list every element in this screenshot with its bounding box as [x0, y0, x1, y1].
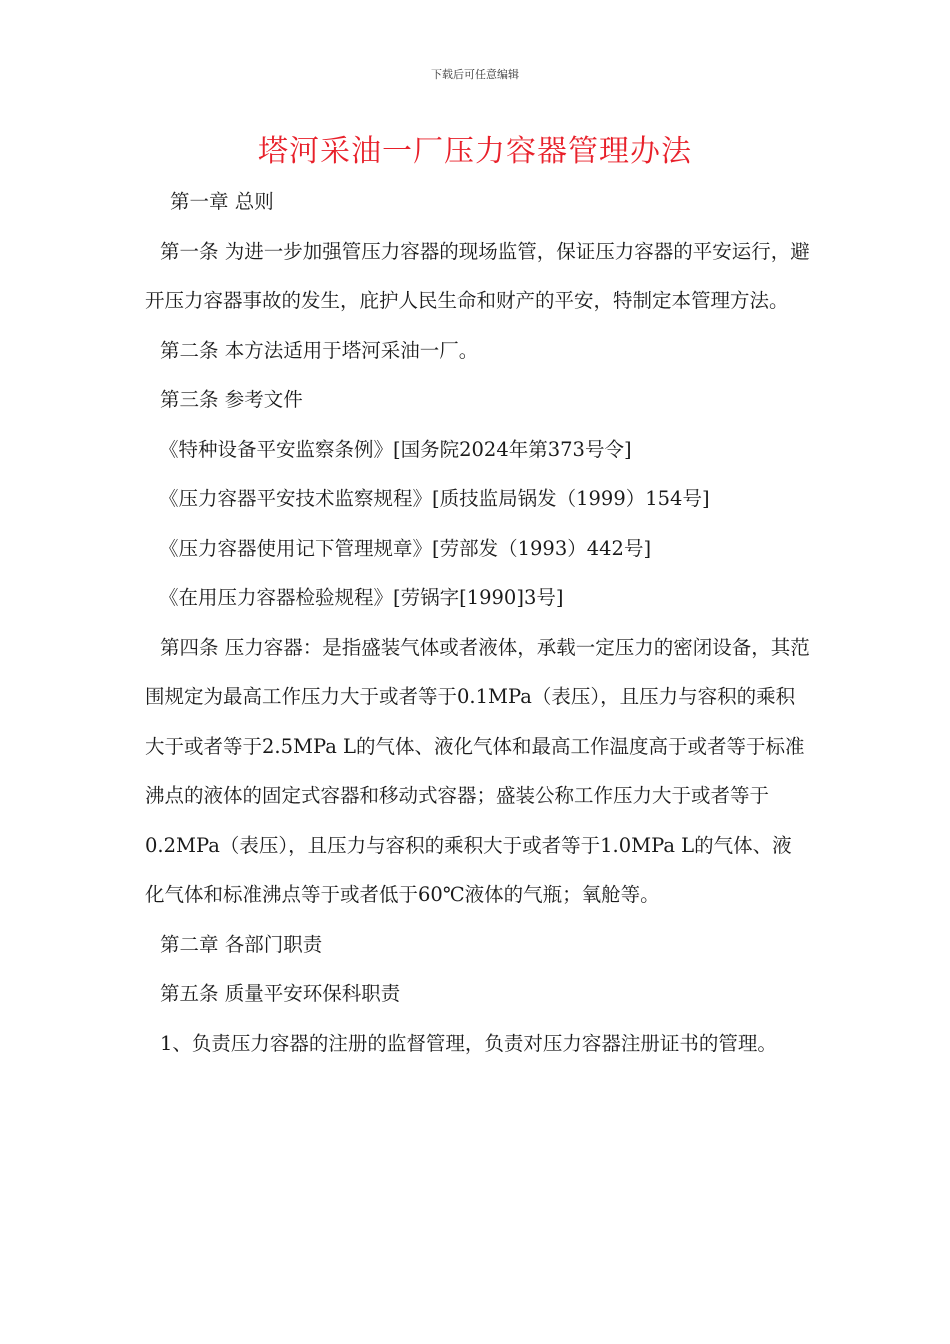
chapter-2-heading: 第二章 各部门职责: [160, 932, 323, 956]
article-4: 第四条 压力容器：是指盛装气体或者液体，承载一定压力的密闭设备，其范围规定为最高工作压力大于或者等于0.1MPa（表压），且压力与容积的乘积大于或者等于2.5MPa L的气体、液化气体和最高工作温度高于或者等于标准沸点的液体的固定式容器和移动式容器；盛装公称工作压力大于或者等于0.2MPa（表压），且压力与容积的乘积大于或者等于1.0MPa L的气体、液化气体和标准沸点等于或者低于60℃液体的气瓶；氧舱等。: [145, 635, 810, 906]
reference-2: 《压力容器平安技术监察规程》[质技监局锅发（1999）154号]: [159, 487, 710, 510]
article-3: 第三条 参考文件: [160, 388, 303, 411]
document-title: 塔河采油一厂压力容器管理办法: [258, 134, 692, 169]
reference-1: 《特种设备平安监察条例》[国务院2024年第373号令]: [159, 437, 632, 461]
header-note: 下载后可任意编辑: [431, 68, 519, 81]
article-5-item-1: 1、负责压力容器的注册的监督管理，负责对压力容器注册证书的管理。: [160, 1031, 777, 1055]
article-1: 第一条 为进一步加强管压力容器的现场监管，保证压力容器的平安运行，避开压力容器事故的发生，庇护人民生命和财产的平安，特制定本管理方法。: [145, 239, 810, 312]
article-5: 第五条 质量平安环保科职责: [160, 982, 401, 1005]
chapter-1-heading: 第一章 总则: [170, 190, 274, 213]
reference-3: 《压力容器使用记下管理规章》[劳部发（1993）442号]: [159, 536, 652, 560]
reference-4: 《在用压力容器检验规程》[劳锅字[1990]3号]: [159, 586, 564, 609]
article-2: 第二条 本方法适用于塔河采油一厂。: [160, 338, 479, 362]
document-body: [145, 177, 810, 1068]
